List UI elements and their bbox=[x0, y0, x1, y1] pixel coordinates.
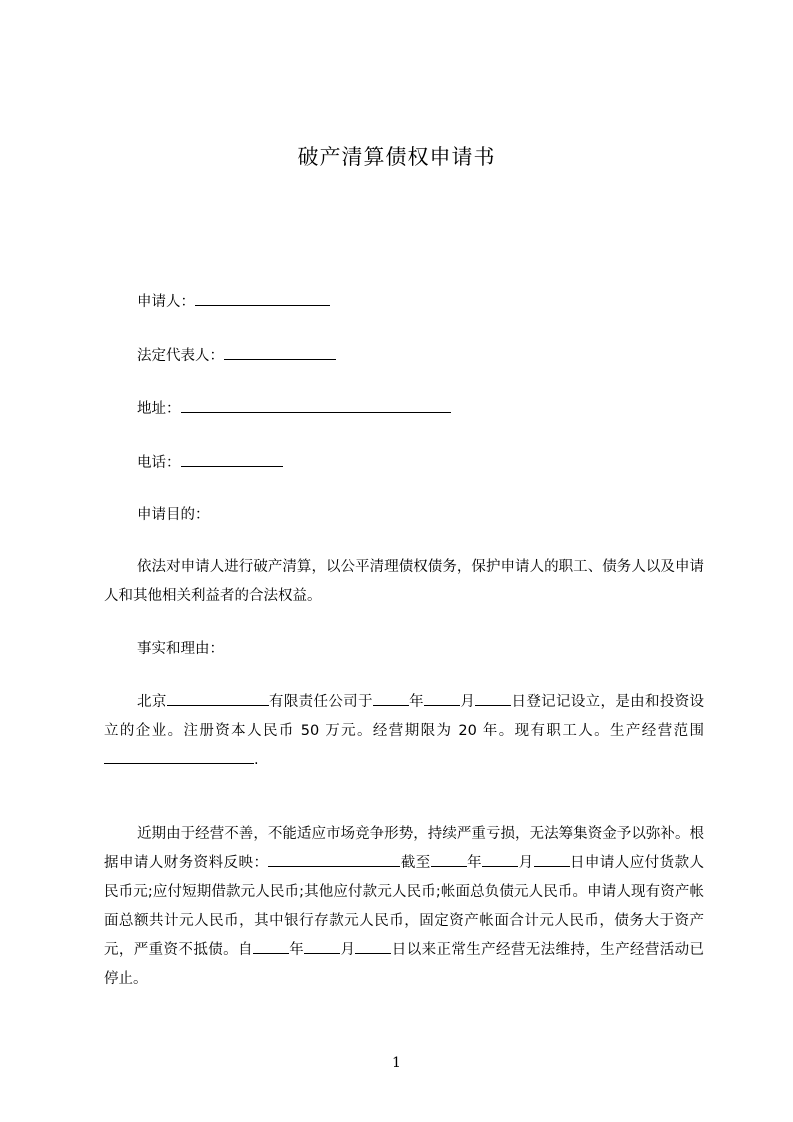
legal-rep-blank bbox=[224, 345, 336, 360]
applicant-blank bbox=[195, 291, 330, 306]
month-blank bbox=[424, 691, 460, 706]
business-scope-blank bbox=[104, 749, 254, 764]
facts-p1-city: 北京 bbox=[137, 694, 167, 710]
purpose-paragraph bbox=[104, 553, 704, 611]
company-name-blank bbox=[167, 691, 269, 706]
purpose-heading: 申请目的： bbox=[137, 507, 210, 523]
facts-p2-text-b: 截至 bbox=[400, 855, 431, 871]
facts-p1-text-b: 日登记记设立，是由和投资设立的企业。注册资本人民币 50 万元。经营期限为 20 年。现有职工人。生产经营范围 bbox=[104, 694, 705, 739]
page-number: 1 bbox=[392, 1055, 401, 1071]
facts-paragraph-1 bbox=[104, 688, 704, 775]
facts-p2-year-2: 年 bbox=[288, 942, 305, 958]
facts-p1-text-a: 有限责任公司于 bbox=[268, 694, 373, 710]
deadline-year-blank bbox=[431, 852, 467, 867]
facts-p1-end: . bbox=[254, 752, 259, 768]
facts-p1-year: 年 bbox=[408, 694, 425, 710]
purpose-text: 依法对申请人进行破产清算，以公平清理债权债务，保护申请人的职工、债务人以及申请人和其他相关利益者的合法权益。 bbox=[104, 559, 704, 604]
year-blank bbox=[373, 691, 409, 706]
phone-label: 电话： bbox=[137, 455, 181, 471]
legal-rep-label: 法定代表人： bbox=[137, 348, 224, 364]
applicant-label: 申请人： bbox=[137, 294, 195, 310]
address-field bbox=[137, 398, 451, 419]
applicant-field bbox=[137, 291, 330, 312]
facts-p2-year: 年 bbox=[466, 855, 483, 871]
facts-p2-text-c: 日申请人应付货款人民币元;应付短期借款元人民币;其他应付款元人民币;帐面总负债元人民币。申请人现有资产帐面总额共计元人民币，其中银行存款元人民币，固定资产帐面合计元人民币，债务大于资产元，严重资不抵债。自 bbox=[104, 855, 705, 958]
deadline-day-blank bbox=[534, 852, 570, 867]
facts-p2-text-d: 日以来正常生产经营无法维持，生产经营活动已停止。 bbox=[104, 942, 705, 987]
financial-blank bbox=[268, 852, 400, 867]
stop-day-blank bbox=[355, 939, 391, 954]
facts-paragraph-2-text bbox=[104, 820, 704, 994]
address-blank bbox=[181, 398, 451, 413]
day-blank bbox=[475, 691, 511, 706]
facts-heading: 事实和理由： bbox=[137, 641, 224, 657]
document-title: 破产清算债权申请书 bbox=[297, 145, 496, 169]
legal-rep-field bbox=[137, 345, 336, 366]
facts-p1-month: 月 bbox=[460, 694, 476, 710]
facts-p2-text-a: 近期由于经营不善，不能适应市场竞争形势，持续严重亏损，无法筹集资金予以弥补。根据申请人财务资料反映： bbox=[104, 826, 704, 871]
deadline-month-blank bbox=[482, 852, 518, 867]
facts-paragraph-2 bbox=[104, 820, 704, 994]
facts-p2-month-2: 月 bbox=[340, 942, 356, 958]
facts-paragraph-1-text bbox=[104, 688, 704, 775]
phone-field bbox=[137, 452, 283, 473]
phone-blank bbox=[181, 452, 283, 467]
address-label: 地址： bbox=[137, 401, 181, 417]
stop-year-blank bbox=[253, 939, 289, 954]
stop-month-blank bbox=[304, 939, 340, 954]
facts-p2-month: 月 bbox=[518, 855, 534, 871]
